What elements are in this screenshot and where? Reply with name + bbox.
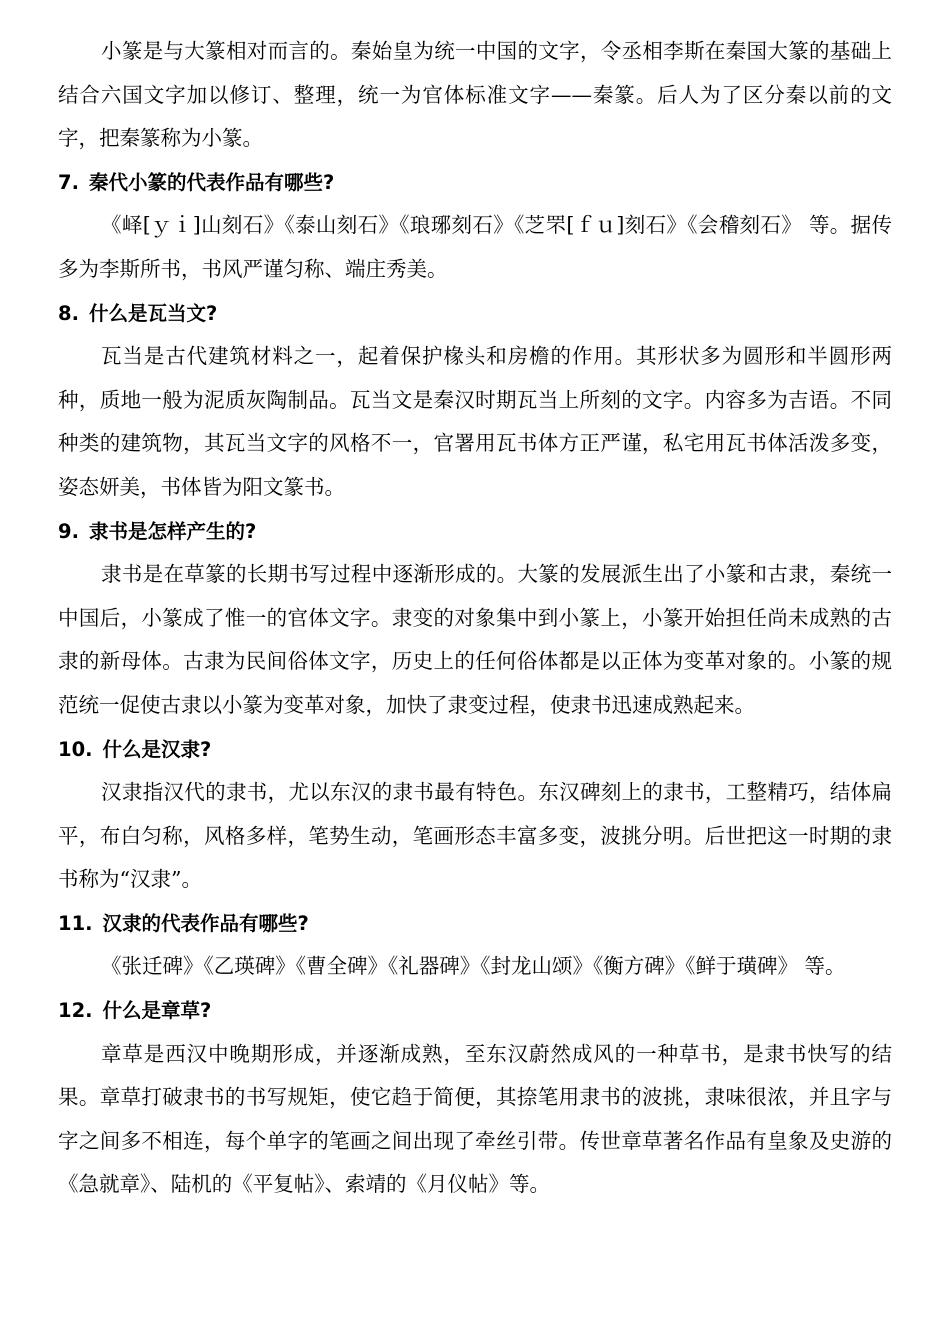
section-number: 9. [58, 519, 79, 543]
section-question: 秦代小篆的代表作品有哪些? [88, 170, 335, 194]
section-number: 7. [58, 170, 79, 194]
section-question: 什么是汉隶? [102, 737, 212, 761]
section-number: 8. [58, 301, 79, 325]
section-number: 11. [58, 911, 93, 935]
section-paragraph-10: 汉隶指汉代的隶书，尤以东汉的隶书最有特色。东汉碑刻上的隶书，工整精巧，结体扁平，布白匀称，风格多样，笔势生动，笔画形态丰富多变，波挑分明。后世把这一时期的隶书称为“汉隶”。 [58, 780, 892, 892]
section-question: 隶书是怎样产生的? [88, 519, 257, 543]
section-paragraph-11: 《张迁碑》《乙瑛碑》《曹全碑》《礼器碑》《封龙山颂》《衡方碑》《鲜于璜碑》 等。 [101, 954, 846, 979]
section-question: 什么是章草? [102, 999, 212, 1023]
section-heading-10 [58, 728, 892, 772]
section-heading-9 [58, 510, 892, 554]
section-paragraph-9: 隶书是在草篆的长期书写过程中逐渐形成的。大篆的发展派生出了小篆和古隶，秦统一中国后，小篆成了惟一的官体文字。隶变的对象集中到小篆上，小篆开始担任尚未成熟的古隶的新母体。古隶为民间俗体文字，历史上的任何俗体都是以正体为变革对象的。小篆的规范统一促使古隶以小篆为变革对象，加快了隶变过程，使隶书迅速成熟起来。 [58, 562, 892, 717]
section-heading-8 [58, 292, 892, 336]
section-heading-12 [58, 989, 892, 1033]
section-question: 什么是瓦当文? [88, 301, 218, 325]
section-heading-11 [58, 902, 892, 946]
section-number: 10. [58, 737, 93, 761]
section-question: 汉隶的代表作品有哪些? [102, 911, 309, 935]
section-number: 12. [58, 999, 93, 1023]
section-paragraph-8: 瓦当是古代建筑材料之一，起着保护椽头和房檐的作用。其形状多为圆形和半圆形两种，质地一般为泥质灰陶制品。瓦当文是秦汉时期瓦当上所刻的文字。内容多为吉语。不同种类的建筑物，其瓦当文字的风格不一，官署用瓦书体方正严谨，私宅用瓦书体活泼多变，姿态妍美，书体皆为阳文篆书。 [58, 344, 892, 499]
intro-paragraph: 小篆是与大篆相对而言的。秦始皇为统一中国的文字，令丞相李斯在秦国大篆的基础上结合六国文字加以修订、整理，统一为官体标准文字——秦篆。后人为了区分秦以前的文字，把秦篆称为小篆。 [58, 39, 892, 151]
document-page [58, 30, 892, 1207]
section-paragraph-7: 《峄[ｙｉ]山刻石》《泰山刻石》《琅琊刻石》《芝罘[ｆｕ]刻石》《会稽刻石》 等。据传多为李斯所书，书风严谨匀称、端庄秀美。 [58, 213, 892, 281]
section-heading-7 [58, 161, 892, 205]
section-paragraph-12: 章草是西汉中晚期形成，并逐渐成熟，至东汉蔚然成风的一种草书，是隶书快写的结果。章草打破隶书的书写规矩，使它趋于简便，其捺笔用隶书的波挑，隶味很浓，并且字与字之间多不相连，每个单字的笔画之间出现了牵丝引带。传世章草著名作品有皇象及史游的《急就章》、陆机的《平复帖》、索靖的《月仪帖》等。 [58, 1041, 892, 1197]
